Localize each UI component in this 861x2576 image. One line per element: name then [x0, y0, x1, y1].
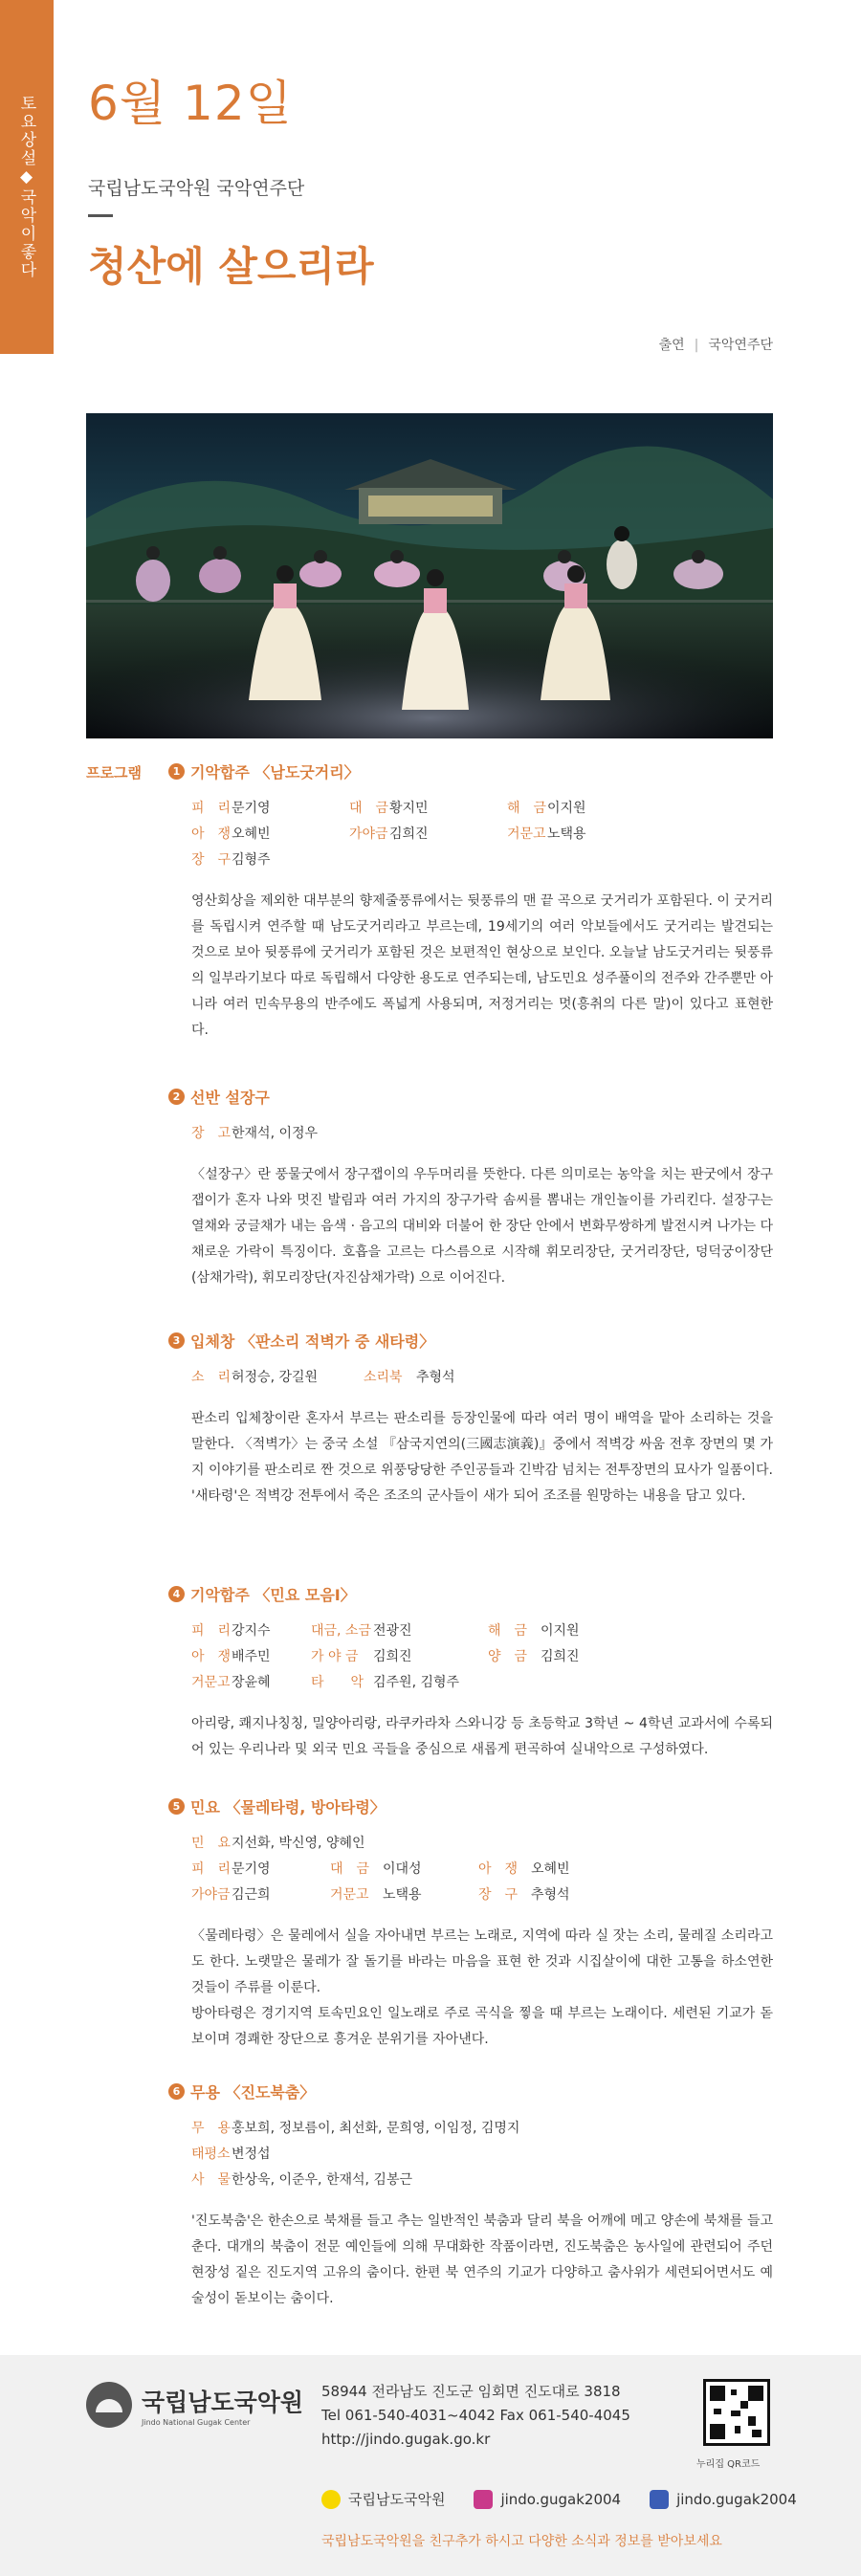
- cast-role: 피 리: [191, 1861, 232, 1877]
- cast-name: 한상욱, 이준우, 한재석, 김봉근: [232, 2172, 412, 2188]
- item-number-1: 1: [168, 763, 185, 780]
- cast-role: 무 용: [191, 2121, 232, 2136]
- cast-name: 한재석, 이정우: [232, 1126, 319, 1141]
- instagram-link[interactable]: [474, 2489, 621, 2509]
- cast-role: 민 요: [191, 1836, 232, 1851]
- instagram-label: jindo.gugak2004: [500, 2490, 622, 2508]
- facebook-label: jindo.gugak2004: [676, 2490, 797, 2508]
- item-description-2: 〈설장구〉란 풍물굿에서 장구잽이의 우두머리를 뜻한다. 다른 의미로는 농악을 치는 판굿에서 장구잽이가 혼자 나와 멋진 발림과 여러 가지의 장구가락 솜씨를 뽐내는 개인놀이를 가리킨다. 설장구는 열채와 궁글채가 내는 음색 · 음고의 대비와 더불어 한 장단 안에서 변화무쌍하게 발전시켜 나가는 다채로운 가락이 특징이다. 호흡을 고르는 다스름으로 시작해 휘모리장단, 굿거리장단, 덩덕궁이장단(삼채가락), 휘모리장단(자진삼채가락) 으로 이어진다.: [191, 1167, 773, 1286]
- cast-role: 대 금: [349, 801, 389, 816]
- cast-role: 대 금: [330, 1861, 370, 1877]
- cast-name: 강지수: [232, 1623, 271, 1639]
- gugak-logo-icon: [86, 2382, 132, 2428]
- cast-role: 소리북: [364, 1370, 403, 1385]
- cast-name: 배주민: [232, 1649, 271, 1664]
- phone-fax: Tel 061-540-4031~4042 Fax 061-540-4045: [321, 2407, 630, 2424]
- cast-name: 오혜빈: [232, 826, 271, 842]
- cast-name: 황지민: [389, 801, 429, 816]
- cast-name: 김주원, 김형주: [373, 1675, 460, 1690]
- organization: 국립남도국악원 국악연주단: [88, 178, 305, 199]
- cast-name: 이지원: [541, 1623, 580, 1639]
- logo-name: 국립남도국악원: [142, 2388, 304, 2416]
- page-title: 청산에 살으리라: [88, 243, 374, 290]
- cast-name: 추형석: [531, 1887, 570, 1903]
- item-number-3: 3: [168, 1332, 185, 1349]
- item-number-5: 5: [168, 1798, 185, 1815]
- cast-name: 홍보희, 정보름이, 최선화, 문희영, 이임정, 김명지: [232, 2121, 520, 2136]
- cast-name: 문기영: [232, 1861, 271, 1877]
- qr-code-icon[interactable]: [703, 2379, 770, 2446]
- cast-list-1: [170, 796, 773, 873]
- performance-date: 6월 12일: [88, 76, 293, 131]
- cast-role: 거문고: [330, 1887, 369, 1903]
- cast-name: 김형주: [232, 852, 271, 868]
- cast-name: 장윤혜: [232, 1675, 271, 1690]
- cast-list-2: [170, 1121, 773, 1147]
- cast-role: 태평소: [191, 2147, 231, 2162]
- cast-name: 김희진: [373, 1649, 412, 1664]
- cast-role: 양 금: [488, 1649, 528, 1664]
- instagram-icon: [474, 2490, 493, 2509]
- cast-name: 이지원: [547, 801, 586, 816]
- program-item-1: [170, 760, 773, 1044]
- cast-name: 전광진: [373, 1623, 412, 1639]
- cast-role: 장 고: [191, 1126, 232, 1141]
- cast-role: 가야금: [191, 1887, 231, 1903]
- address: 58944 전라남도 진도군 임회면 진도대로 3818: [321, 2383, 621, 2400]
- cast-role: 아 쟁: [191, 1649, 232, 1664]
- item-title-4: 기악합주 〈민요 모음Ⅰ〉: [190, 1586, 356, 1604]
- cast-list-6: [170, 2116, 773, 2193]
- cast-role: 대금, 소금: [311, 1623, 371, 1639]
- cast-name: 변정섭: [232, 2147, 271, 2162]
- program-item-5: [170, 1795, 773, 2053]
- cast-list-4: [170, 1618, 773, 1696]
- performer-credit: 출연 | 국악연주단: [658, 338, 773, 353]
- credit-value: 국악연주단: [708, 338, 773, 353]
- cast-role: 소 리: [191, 1370, 232, 1385]
- cast-name: 이대성: [383, 1861, 422, 1877]
- cast-list-3: [170, 1365, 773, 1391]
- item-description-5: 〈물레타령〉은 물레에서 실을 자아내면 부르는 노래로, 지역에 따라 실 잣는 소리, 물레질 소리라고도 한다. 노랫말은 물레가 잘 돌기를 바라는 마음을 표현 한 것과 시집살이에 대한 고통을 하소연한 것들이 주류를 이룬다.: [191, 1928, 773, 1995]
- kakao-link[interactable]: [321, 2489, 445, 2509]
- cast-role: 해 금: [488, 1623, 528, 1639]
- cast-role: 타 악: [311, 1675, 364, 1690]
- performance-photo: [86, 413, 773, 738]
- cast-name: 노택용: [547, 826, 586, 842]
- item-number-2: 2: [168, 1089, 185, 1105]
- website-link[interactable]: http://jindo.gugak.go.kr: [321, 2431, 491, 2448]
- cast-role: 장 구: [191, 852, 232, 868]
- cast-name: 지선화, 박신영, 양혜인: [232, 1836, 365, 1851]
- cast-role: 가야금: [349, 826, 388, 842]
- item-description-3: 판소리 입체창이란 혼자서 부르는 판소리를 등장인물에 따라 여러 명이 배역을 맡아 소리하는 것을 말한다. 〈적벽가〉는 중국 소설 『삼국지연의(三國志演義)』중에서 적벽강 싸움 전후 장면의 몇 가지 이야기를 판소리로 짠 것으로 위풍당당한 주인공들과 긴박감 넘치는 전투장면의 묘사가 일품이다. '새타령'은 적벽강 전투에서 죽은 조조의 군사들이 새가 되어 조조를 원망하는 내용을 담고 있다.: [191, 1411, 773, 1504]
- side-tag: 토요상설◆국악이좋다: [0, 0, 54, 354]
- cast-role: 거문고: [191, 1675, 231, 1690]
- credit-label: 출연: [658, 338, 685, 353]
- cast-name: 문기영: [232, 801, 271, 816]
- item-description-4: 아리랑, 쾌지나칭칭, 밀양아리랑, 라쿠카라차 스와니강 등 초등학교 3학년 ~ 4학년 교과서에 수록되어 있는 우리나라 및 외국 민요 곡들을 중심으로 새롭게 편곡하여 실내악으로 구성하였다.: [191, 1716, 773, 1757]
- item-description-6: '진도북춤'은 한손으로 북채를 들고 추는 일반적인 북춤과 달리 북을 어깨에 메고 양손에 북채를 들고 춘다. 대개의 북춤이 전문 예인들에 의해 무대화한 작품이라면, 진도북춤은 농사일에 관련되어 주던 현장성 짙은 진도지역 고유의 춤이다. 한편 북 연주의 기교가 다양하고 춤사위가 세련되어면서도 예술성이 돋보이는 춤이다.: [191, 2213, 773, 2306]
- item-description-1: 영산회상을 제외한 대부분의 향제줄풍류에서는 뒷풍류의 맨 끝 곡으로 굿거리가 포함된다. 이 굿거리를 독립시켜 연주할 때 남도굿거리라고 부르는데, 19세기의 여러 악보들에서도 굿거리는 발견되는 것으로 보아 뒷풍류에 굿거리가 포함된 것은 보편적인 현상으로 보인다. 오늘날 남도굿거리는 뒷풍류의 일부라기보다 따로 독립해서 다양한 용도로 연주되는데, 남도민요 성주풀이의 전주와 간주뿐만 아니라 여러 민속무용의 반주에도 폭넓게 사용되며, 저정거리는 멋(흥취의 다른 말)이 있다고 표현한다.: [191, 893, 773, 1038]
- program-item-4: [170, 1583, 773, 1763]
- cast-list-5: [170, 1831, 773, 1908]
- item-title-2: 선반 설장구: [190, 1089, 270, 1107]
- cast-role: 해 금: [507, 801, 547, 816]
- stage-illustration: [86, 413, 773, 738]
- facebook-link[interactable]: [650, 2489, 797, 2509]
- footer-logo: [86, 2382, 303, 2428]
- item-title-3: 입체창 〈판소리 적벽가 중 새타령〉: [190, 1332, 435, 1351]
- cast-role: 사 물: [191, 2172, 232, 2188]
- program-item-3: [170, 1330, 773, 1509]
- cast-role: 아 쟁: [191, 826, 232, 842]
- program-item-2: [170, 1086, 773, 1291]
- cast-name: 노택용: [383, 1887, 422, 1903]
- kakao-icon: [321, 2490, 341, 2509]
- cast-role: 거문고: [507, 826, 546, 842]
- kakao-label: 국립남도국악원: [348, 2491, 446, 2508]
- cast-name: 김희진: [389, 826, 429, 842]
- social-links: [321, 2489, 826, 2509]
- qr-label: 누리집 QR코드: [696, 2459, 761, 2470]
- item-number-4: 4: [168, 1586, 185, 1602]
- title-divider: [88, 214, 113, 217]
- contact-info: [321, 2380, 630, 2452]
- cast-name: 김희진: [541, 1649, 580, 1664]
- item-number-6: 6: [168, 2083, 185, 2100]
- program-label: 프로그램: [86, 764, 142, 782]
- facebook-icon: [650, 2490, 669, 2509]
- cast-role: 피 리: [191, 801, 232, 816]
- cast-role: 아 쟁: [478, 1861, 519, 1877]
- logo-english: Jindo National Gugak Center: [142, 2417, 251, 2427]
- cast-role: 피 리: [191, 1623, 232, 1639]
- cast-name: 허정승, 강길원: [232, 1370, 319, 1385]
- cast-name: 추형석: [416, 1370, 455, 1385]
- item-title-6: 무용 〈진도북춤〉: [190, 2083, 316, 2102]
- item-title-1: 기악합주 〈남도굿거리〉: [190, 763, 360, 782]
- program-item-6: [170, 2081, 773, 2312]
- cast-name: 오혜빈: [531, 1861, 570, 1877]
- item-title-5: 민요 〈물레타령, 방아타령〉: [190, 1798, 386, 1816]
- cast-role: 가 야 금: [311, 1649, 359, 1664]
- cast-role: 장 구: [478, 1887, 519, 1903]
- cast-name: 김근희: [232, 1887, 271, 1903]
- join-message: 국립남도국악원을 친구추가 하시고 다양한 소식과 정보를 받아보세요: [321, 2534, 722, 2549]
- item-description-5b: 방아타령은 경기지역 토속민요인 일노래로 주로 곡식을 찧을 때 부르는 노래이다. 세련된 기교가 돋보이며 경쾌한 장단으로 흥겨운 분위기를 자아낸다.: [191, 2006, 773, 2047]
